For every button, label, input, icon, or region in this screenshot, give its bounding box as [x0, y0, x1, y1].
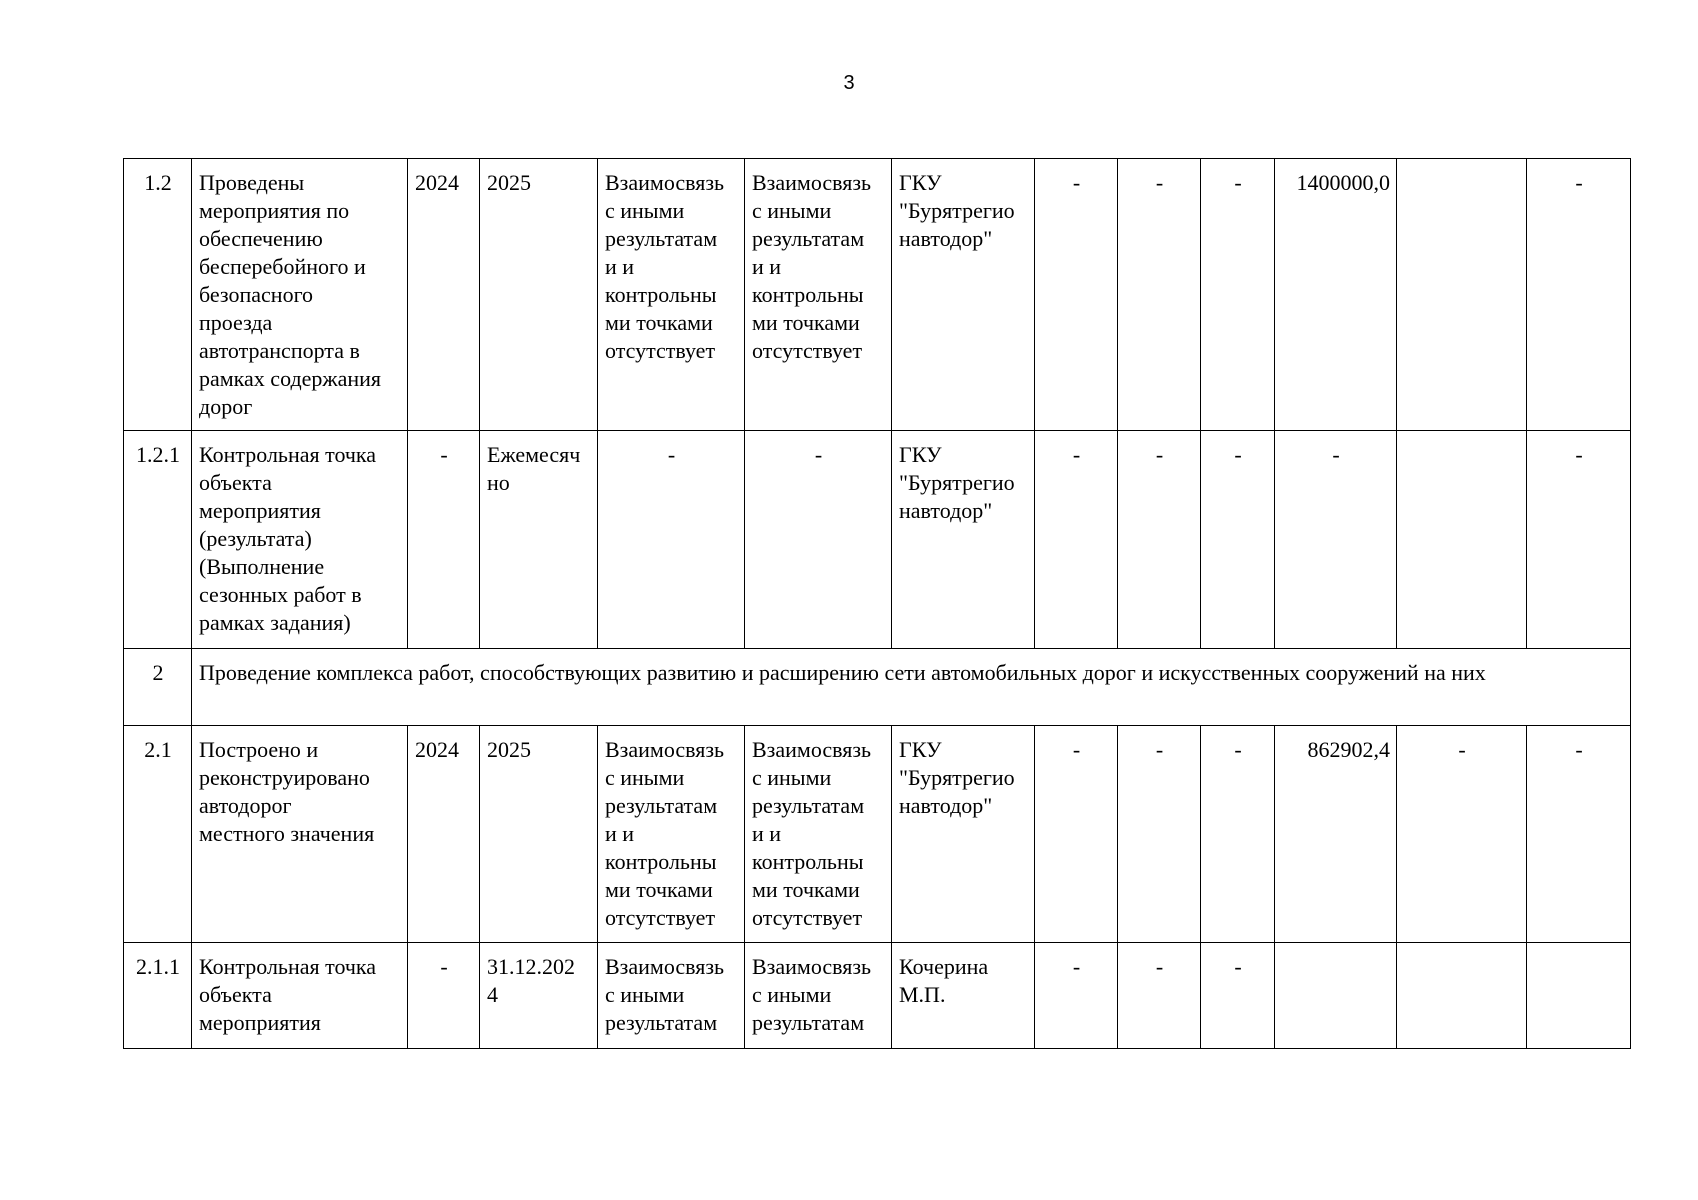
relation-cell: - — [598, 431, 745, 649]
value-cell: - — [1035, 159, 1118, 431]
start-year: 2024 — [408, 726, 480, 943]
event-name: Контрольная точка объекта мероприятия (результата) (Выполнение сезонных работ в рамках задания) — [192, 431, 408, 649]
relation-cell: - — [745, 431, 892, 649]
relation-cell: Взаимосвязь с иными результатам и и контрольны ми точками отсутствует — [598, 159, 745, 431]
value-cell: - — [1035, 943, 1118, 1049]
value-cell — [1527, 943, 1631, 1049]
value-cell: - — [1527, 431, 1631, 649]
page-number: 3 — [843, 72, 855, 94]
value-cell: - — [1527, 159, 1631, 431]
relation-cell: Взаимосвязь с иными результатам и и контрольны ми точками отсутствует — [745, 726, 892, 943]
start-year: - — [408, 943, 480, 1049]
amount-cell: 862902,4 — [1275, 726, 1397, 943]
value-cell — [1397, 159, 1527, 431]
value-cell: - — [1035, 431, 1118, 649]
value-cell: - — [1527, 726, 1631, 943]
value-cell: - — [1118, 726, 1201, 943]
section-row — [124, 649, 1631, 726]
responsible: ГКУ "Бурятрегио навтодор" — [892, 431, 1035, 649]
value-cell: - — [1118, 943, 1201, 1049]
relation-cell: Взаимосвязь с иными результатам — [745, 943, 892, 1049]
event-name: Контрольная точка объекта мероприятия — [192, 943, 408, 1049]
relation-cell: Взаимосвязь с иными результатам — [598, 943, 745, 1049]
value-cell: - — [1201, 159, 1275, 431]
value-cell: - — [1201, 431, 1275, 649]
value-cell: - — [1035, 726, 1118, 943]
amount-cell: - — [1275, 431, 1397, 649]
row-number: 1.2.1 — [124, 431, 192, 649]
relation-cell: Взаимосвязь с иными результатам и и контрольны ми точками отсутствует — [745, 159, 892, 431]
value-cell: - — [1118, 159, 1201, 431]
row-number: 2.1.1 — [124, 943, 192, 1049]
table-row — [124, 159, 1631, 431]
responsible: ГКУ "Бурятрегио навтодор" — [892, 726, 1035, 943]
plan-table — [123, 158, 1631, 1049]
row-number: 2.1 — [124, 726, 192, 943]
end-date: 31.12.202 4 — [480, 943, 598, 1049]
event-name: Построено и реконструировано автодорог местного значения — [192, 726, 408, 943]
table-row — [124, 431, 1631, 649]
amount-cell — [1275, 943, 1397, 1049]
section-number: 2 — [124, 649, 192, 726]
start-year: 2024 — [408, 159, 480, 431]
value-cell: - — [1397, 726, 1527, 943]
end-date: Ежемесяч но — [480, 431, 598, 649]
event-name: Проведены мероприятия по обеспечению бесперебойного и безопасного проезда автотранспорта в рамках содержания дорог — [192, 159, 408, 431]
responsible: Кочерина М.П. — [892, 943, 1035, 1049]
table-row — [124, 726, 1631, 943]
value-cell — [1397, 943, 1527, 1049]
end-date: 2025 — [480, 726, 598, 943]
amount-cell: 1400000,0 — [1275, 159, 1397, 431]
value-cell — [1397, 431, 1527, 649]
section-title: Проведение комплекса работ, способствующих развитию и расширению сети автомобильных дорог и искусственных сооружений на них — [192, 649, 1631, 726]
row-number: 1.2 — [124, 159, 192, 431]
value-cell: - — [1118, 431, 1201, 649]
value-cell: - — [1201, 726, 1275, 943]
start-year: - — [408, 431, 480, 649]
responsible: ГКУ "Бурятрегио навтодор" — [892, 159, 1035, 431]
end-date: 2025 — [480, 159, 598, 431]
relation-cell: Взаимосвязь с иными результатам и и контрольны ми точками отсутствует — [598, 726, 745, 943]
table-row — [124, 943, 1631, 1049]
value-cell: - — [1201, 943, 1275, 1049]
